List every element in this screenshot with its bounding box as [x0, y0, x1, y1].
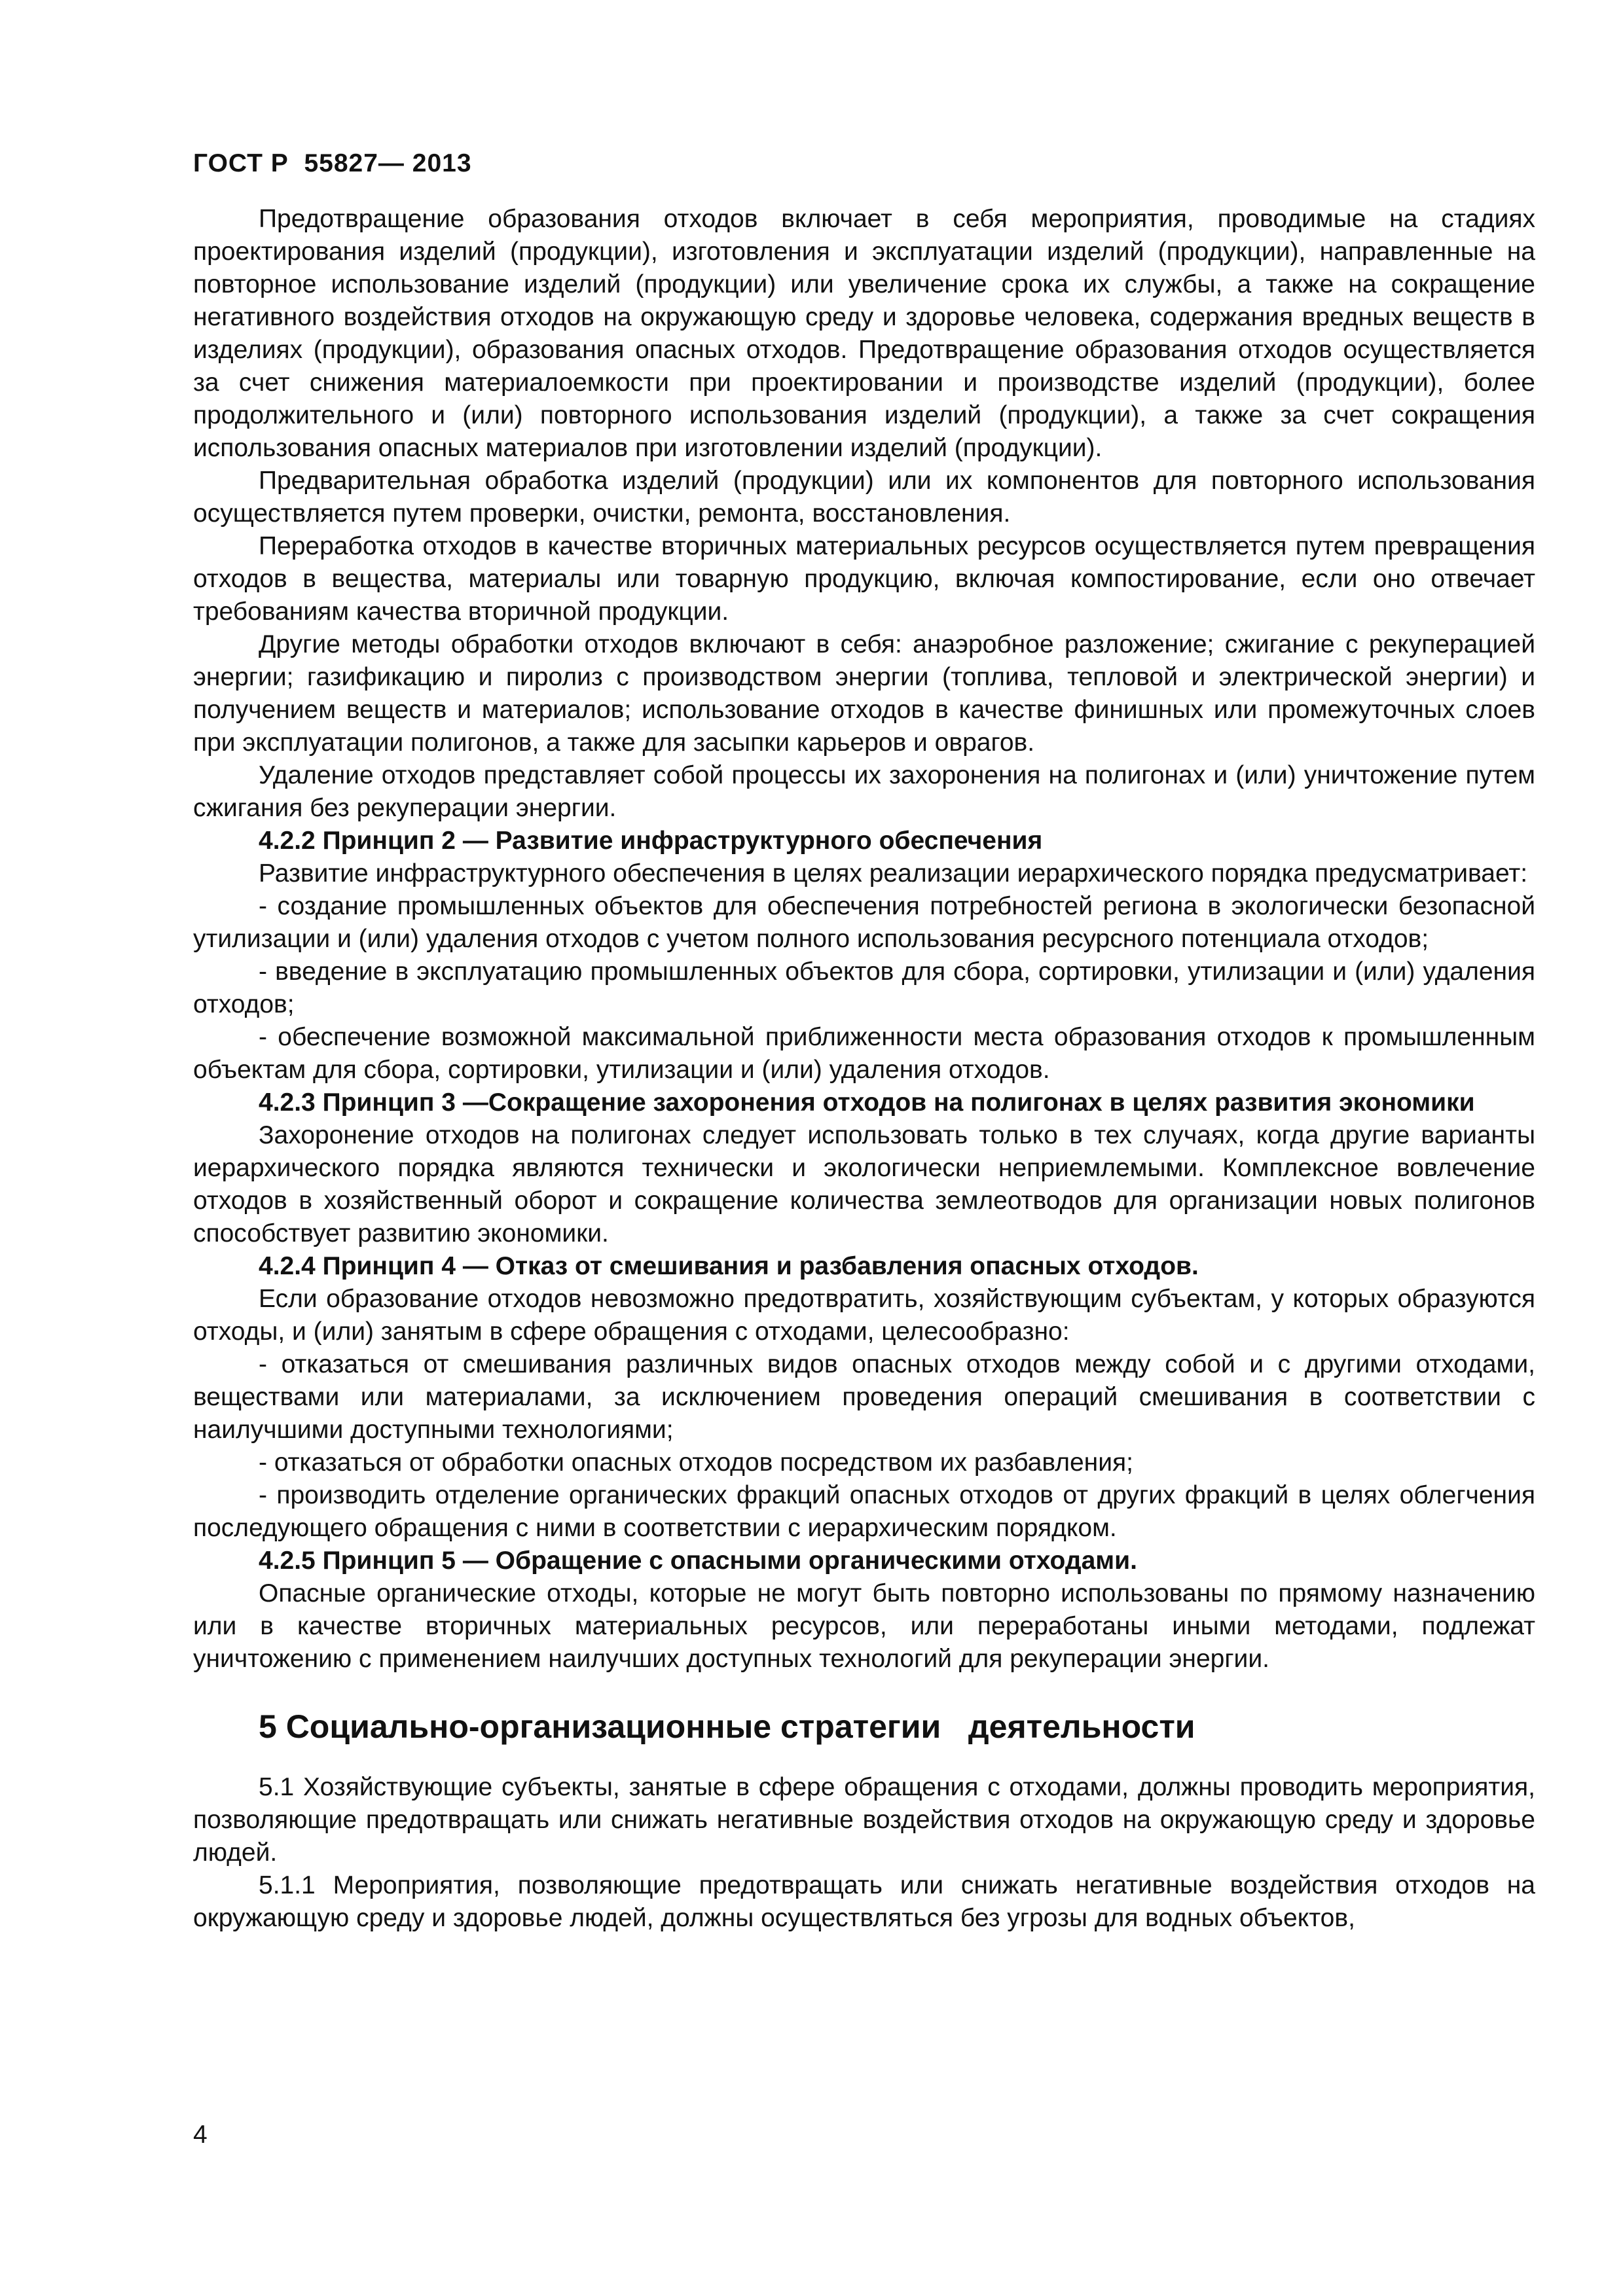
paragraph-prevention: Предотвращение образования отходов включает в себя мероприятия, проводимые на стадиях проектирования изделий (продукции), изготовления и эксплуатации изделий (продукции), направленные на повторное использование изделий (продукции) или увеличение срока их службы, а также на сокращение негативного воздействия отходов на окружающую среду и здоровье человека, содержания вредных веществ в изделиях (продукции), образования опасных отходов. Предотвращение образования отходов осуществляется за счет снижения материалоемкости при проектировании и производстве изделий (продукции), более продолжительного и (или) повторного использования изделий (продукции), а также за счет сокращения использования опасных материалов при изготовлении изделий (продукции).: [193, 205, 1535, 462]
section-heading-5: 5 Социально-организационные стратегии деятельности: [259, 1708, 1195, 1745]
list-item: - отказаться от обработки опасных отходов посредством их разбавления;: [259, 1448, 1133, 1477]
paragraph-organic-waste: Опасные органические отходы, которые не могут быть повторно использованы по прямому назначению или в качестве вторичных материальных ресурсов, или переработаны иными методами, подлежат уничтожению с применением наилучших доступных технологий для рекуперации энергии.: [193, 1579, 1535, 1673]
subsection-heading-4-2-2: 4.2.2 Принцип 2 — Развитие инфраструктурного обеспечения: [259, 827, 1043, 855]
document-code-header: ГОСТ Р 55827— 2013: [193, 149, 472, 177]
paragraph-removal: Удаление отходов представляет собой процессы их захоронения на полигонах и (или) уничтожение путем сжигания без рекуперации энергии.: [193, 761, 1535, 822]
list-item: - введение в эксплуатацию промышленных объектов для сбора, сортировки, утилизации и (или) удаления отходов;: [193, 958, 1535, 1018]
subsection-heading-4-2-3: 4.2.3 Принцип 3 —Сокращение захоронения отходов на полигонах в целях развития экономики: [259, 1088, 1475, 1117]
subsection-heading-4-2-4: 4.2.4 Принцип 4 — Отказ от смешивания и разбавления опасных отходов.: [259, 1252, 1199, 1280]
paragraph-landfill: Захоронение отходов на полигонах следует использовать только в тех случаях, когда другие варианты иерархического порядка являются технически и экологически неприемлемыми. Комплексное вовлечение отходов в хозяйственный оборот и сокращение количества землеотводов для организации новых полигонов способствует развитию экономики.: [193, 1121, 1535, 1247]
paragraph-5-1-1: 5.1.1 Мероприятия, позволяющие предотвращать или снижать негативные воздействия отходов на окружающую среду и здоровье людей, должны осуществляться без угрозы для водных объектов,: [193, 1871, 1535, 1932]
paragraph-recycling: Переработка отходов в качестве вторичных материальных ресурсов осуществляется путем превращения отходов в вещества, материалы или товарную продукцию, включая компостирование, если оно отвечает требованиям качества вторичной продукции.: [193, 532, 1535, 626]
page-number: 4: [193, 2121, 208, 2149]
document-body: [193, 203, 1535, 1935]
paragraph-mixing: Если образование отходов невозможно предотвратить, хозяйствующим субъектам, у которых образуются отходы, и (или) занятым в сфере обращения с отходами, целесообразно:: [193, 1285, 1535, 1346]
paragraph-5-1: 5.1 Хозяйствующие субъекты, занятые в сфере обращения с отходами, должны проводить мероприятия, позволяющие предотвращать или снижать негативные воздействия отходов на окружающую среду и здоровье людей.: [193, 1773, 1535, 1867]
paragraph-other-methods: Другие методы обработки отходов включают в себя: анаэробное разложение; сжигание с рекуперацией энергии; газификацию и пиролиз с производством энергии (топлива, тепловой и электрической энергии) и получением веществ и материалов; использование отходов в качестве финишных или промежуточных слоев при эксплуатации полигонов, а также для засыпки карьеров и оврагов.: [193, 630, 1535, 757]
subsection-heading-4-2-5: 4.2.5 Принцип 5 — Обращение с опасными органическими отходами.: [259, 1547, 1137, 1575]
paragraph-infrastructure: Развитие инфраструктурного обеспечения в целях реализации иерархического порядка предусматривает:: [259, 859, 1528, 888]
list-item: - обеспечение возможной максимальной приближенности места образования отходов к промышленным объектам для сбора, сортировки, утилизации и (или) удаления отходов.: [193, 1023, 1535, 1084]
paragraph-preprocessing: Предварительная обработка изделий (продукции) или их компонентов для повторного использования осуществляется путем проверки, очистки, ремонта, восстановления.: [193, 467, 1535, 528]
list-item: - производить отделение органических фракций опасных отходов от других фракций в целях облегчения последующего обращения с ними в соответствии с иерархическим порядком.: [193, 1481, 1535, 1542]
list-item: - создание промышленных объектов для обеспечения потребностей региона в экологически безопасной утилизации и (или) удаления отходов с учетом полного использования ресурсного потенциала отходов;: [193, 892, 1535, 953]
list-item: - отказаться от смешивания различных видов опасных отходов между собой и с другими отходами, веществами или материалами, за исключением проведения операций смешивания в соответствии с наилучшими доступными технологиями;: [193, 1350, 1535, 1444]
